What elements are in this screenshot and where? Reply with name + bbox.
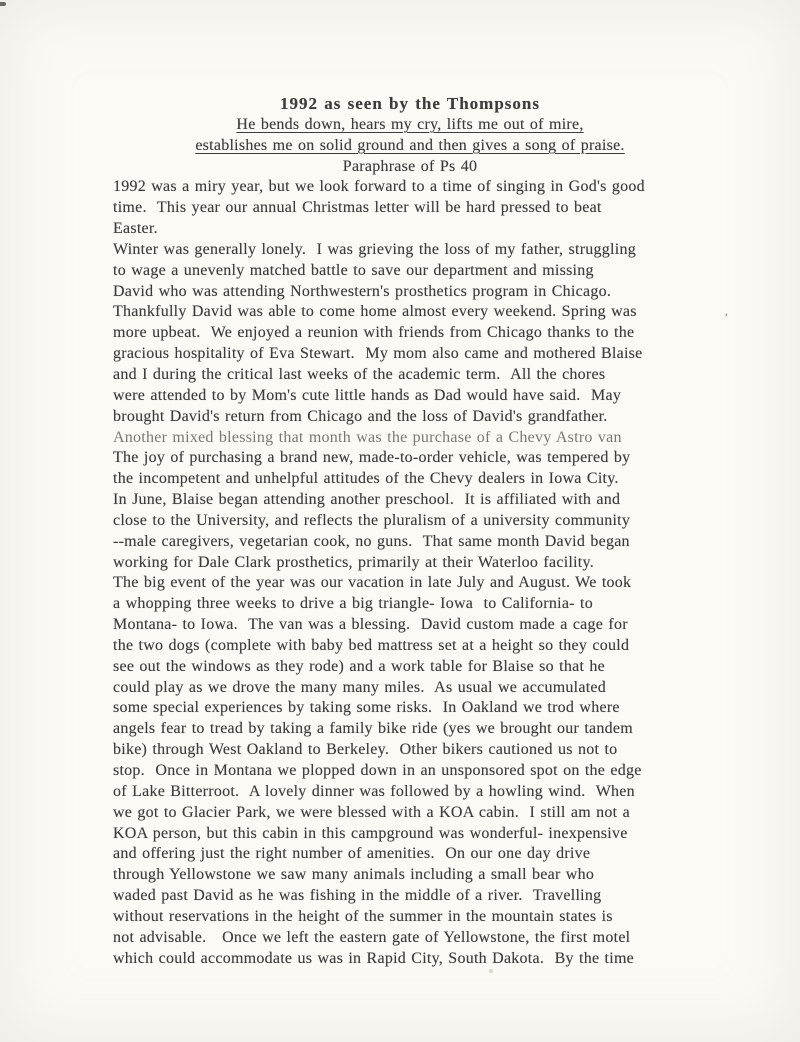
body-line: a whopping three weeks to drive a big triangle- Iowa to California- to [113, 595, 593, 613]
body-line: of Lake Bitterroot. A lovely dinner was followed by a howling wind. When [113, 782, 635, 800]
body-line: we got to Glacier Park, we were blessed with a KOA cabin. I still am not a [113, 803, 630, 821]
body-line: close to the University, and reflects the pluralism of a university community [113, 511, 631, 529]
body-line: to wage a unevenly matched battle to save our department and missing [113, 261, 594, 279]
body-line: working for Dale Clark prosthetics, primarily at their Waterloo facility. [113, 553, 594, 571]
body-line: David who was attending Northwestern's prosthetics program in Chicago. [113, 282, 612, 300]
body-line: the incompetent and unhelpful attitudes of the Chevy dealers in Iowa City. [113, 470, 619, 488]
letter-text-block [113, 94, 707, 969]
epigraph-attribution: Paraphrase of Ps 40 [342, 157, 478, 175]
epigraph [113, 115, 707, 157]
epigraph-line: establishes me on solid ground and then gives a song of praise. [195, 136, 625, 154]
body-line: bike) through West Oakland to Berkeley. Other bikers cautioned us not to [113, 741, 618, 759]
scan-stray-mark: ʼ [720, 309, 730, 326]
body-line: not advisable. Once we left the eastern gate of Yellowstone, the first motel [113, 928, 631, 946]
body-line: The joy of purchasing a brand new, made-to-order vehicle, was tempered by [113, 449, 631, 467]
body-line: without reservations in the height of the summer in the mountain states is [113, 907, 613, 925]
body-line: Easter. [113, 220, 158, 238]
body-line: stop. Once in Montana we plopped down in an unsponsored spot on the edge [113, 762, 642, 779]
body-line: and offering just the right number of amenities. On our one day drive [113, 845, 591, 863]
body-line: brought David's return from Chicago and the loss of David's grandfather. [113, 407, 608, 425]
body-line: and I during the critical last weeks of the academic term. All the chores [113, 365, 606, 383]
body-line: some special experiences by taking some risks. In Oakland we trod where [113, 699, 620, 717]
body-line: gracious hospitality of Eva Stewart. My mom also came and mothered Blaise [113, 345, 643, 363]
body-line: The big event of the year was our vacation in late July and August. We took [113, 574, 632, 592]
scan-faint-dot [489, 969, 493, 973]
body-line: could play as we drove the many many miles. As usual we accumulated [113, 678, 606, 696]
body-line: Montana- to Iowa. The van was a blessing. David custom made a cage for [113, 616, 628, 634]
body-line: angels fear to tread by taking a family bike ride (yes we brought our tandem [113, 720, 633, 738]
body-line: KOA person, but this cabin in this campground was wonderful- inexpensive [113, 824, 628, 842]
body-line: Thankfully David was able to come home almost every weekend. Spring was [113, 303, 637, 321]
letter-title: 1992 as seen by the Thompsons [280, 94, 540, 113]
body-line: more upbeat. We enjoyed a reunion with friends from Chicago thanks to the [113, 324, 635, 342]
body-line: see out the windows as they rode) and a work table for Blaise so that he [113, 657, 605, 675]
epigraph-line: He bends down, hears my cry, lifts me out of mire, [236, 115, 584, 133]
body-line: through Yellowstone we saw many animals including a small bear who [113, 866, 595, 884]
letter-body [113, 177, 707, 969]
body-line: time. This year our annual Christmas letter will be hard pressed to beat [113, 199, 602, 217]
body-line: In June, Blaise began attending another preschool. It is affiliated with and [113, 491, 621, 509]
body-line: the two dogs (complete with baby bed mattress set at a height so they could [113, 636, 630, 654]
scan-corner-speck [0, 2, 6, 6]
body-line: Winter was generally lonely. I was grieving the loss of my father, struggling [113, 240, 636, 258]
body-line: --male caregivers, vegetarian cook, no guns. That same month David began [113, 532, 630, 550]
body-line: Another mixed blessing that month was the purchase of a Chevy Astro van [113, 428, 622, 446]
body-line: 1992 was a miry year, but we look forward to a time of singing in God's good [113, 178, 645, 196]
body-line: were attended to by Mom's cute little hands as Dad would have said. May [113, 386, 622, 404]
body-line: waded past David as he was fishing in the middle of a river. Travelling [113, 887, 602, 905]
body-line: which could accommodate us was in Rapid City, South Dakota. By the time [113, 949, 634, 967]
